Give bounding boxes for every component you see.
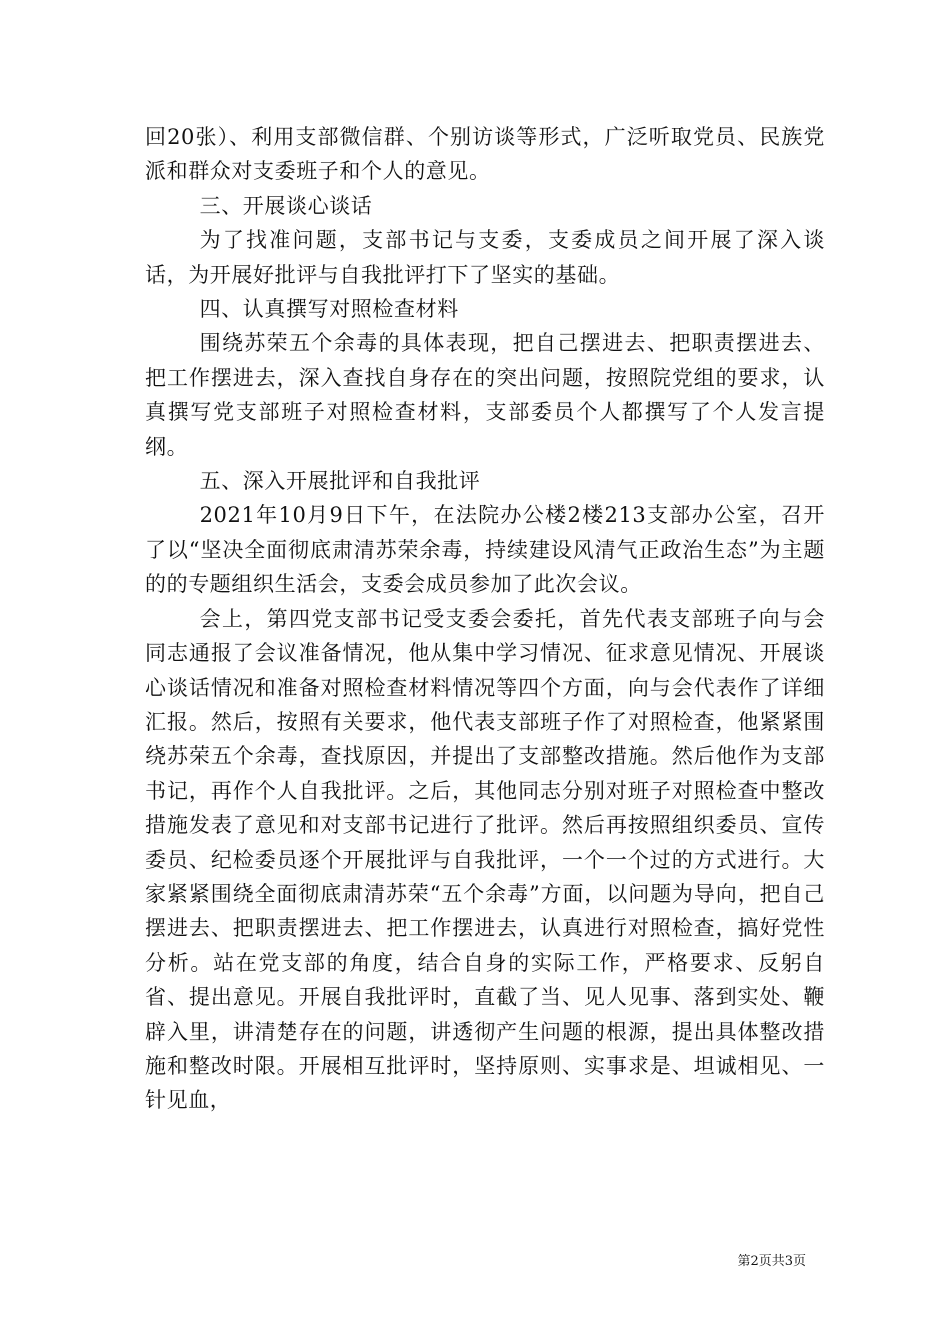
paragraph-meeting: 2021年10月9日下午，在法院办公楼2楼213支部办公室，召开了以“坚决全面彻底肃清苏荣余毒，持续建设风清气正政治生态”为主题的的专题组织生活会，支委会成员参加了此次会议。 bbox=[145, 503, 825, 597]
paragraph-talks: 为了找准问题，支部书记与支委，支委成员之间开展了深入谈话，为开展好批评与自我批评打下了坚实的基础。 bbox=[145, 228, 825, 287]
section-heading-4: 四、认真撰写对照检查材料 bbox=[199, 297, 459, 322]
section-heading-5: 五、深入开展批评和自我批评 bbox=[199, 469, 481, 494]
paragraph-proceedings: 会上，第四党支部书记受支委会委托，首先代表支部班子向与会同志通报了会议准备情况，他从集中学习情况、征求意见情况、开展谈心谈话情况和准备对照检查材料情况等四个方面，向与会代表作了详细汇报。然后，按照有关要求，他代表支部班子作了对照检查，他紧紧围绕苏荣五个余毒，查找原因，并提出了支部整改措施。然后他作为支部书记，再作个人自我批评。之后，其他同志分别对班子对照检查中整改措施发表了意见和对支部书记进行了批评。然后再按照组织委员、宣传委员、纪检委员逐个开展批评与自我批评，一个一个过的方式进行。大家紧紧围绕全面彻底肃清苏荣“五个余毒”方面，以问题为导向，把自己摆进去、把职责摆进去、把工作摆进去，认真进行对照检查，搞好党性分析。站在党支部的角度，结合自身的实际工作，严格要求、反躬自省、提出意见。开展自我批评时，直截了当、见人见事、落到实处、鞭辟入里，讲清楚存在的问题，讲透彻产生问题的根源，提出具体整改措施和整改时限。开展相互批评时，坚持原则、实事求是、坦诚相见、一针见血， bbox=[145, 606, 825, 1113]
paragraph-continuation: 回20张）、利用支部微信群、个别访谈等形式，广泛听取党员、民族党派和群众对支委班子和个人的意见。 bbox=[145, 125, 825, 184]
page-number: 第2页共3页 bbox=[737, 1254, 806, 1269]
section-heading-3: 三、开展谈心谈话 bbox=[199, 193, 373, 218]
paragraph-materials: 围绕苏荣五个余毒的具体表现，把自己摆进去、把职责摆进去、把工作摆进去，深入查找自身存在的突出问题，按照院党组的要求，认真撰写党支部班子对照检查材料，支部委员个人都撰写了个人发言提纲。 bbox=[145, 331, 825, 459]
document-body bbox=[145, 120, 825, 1118]
